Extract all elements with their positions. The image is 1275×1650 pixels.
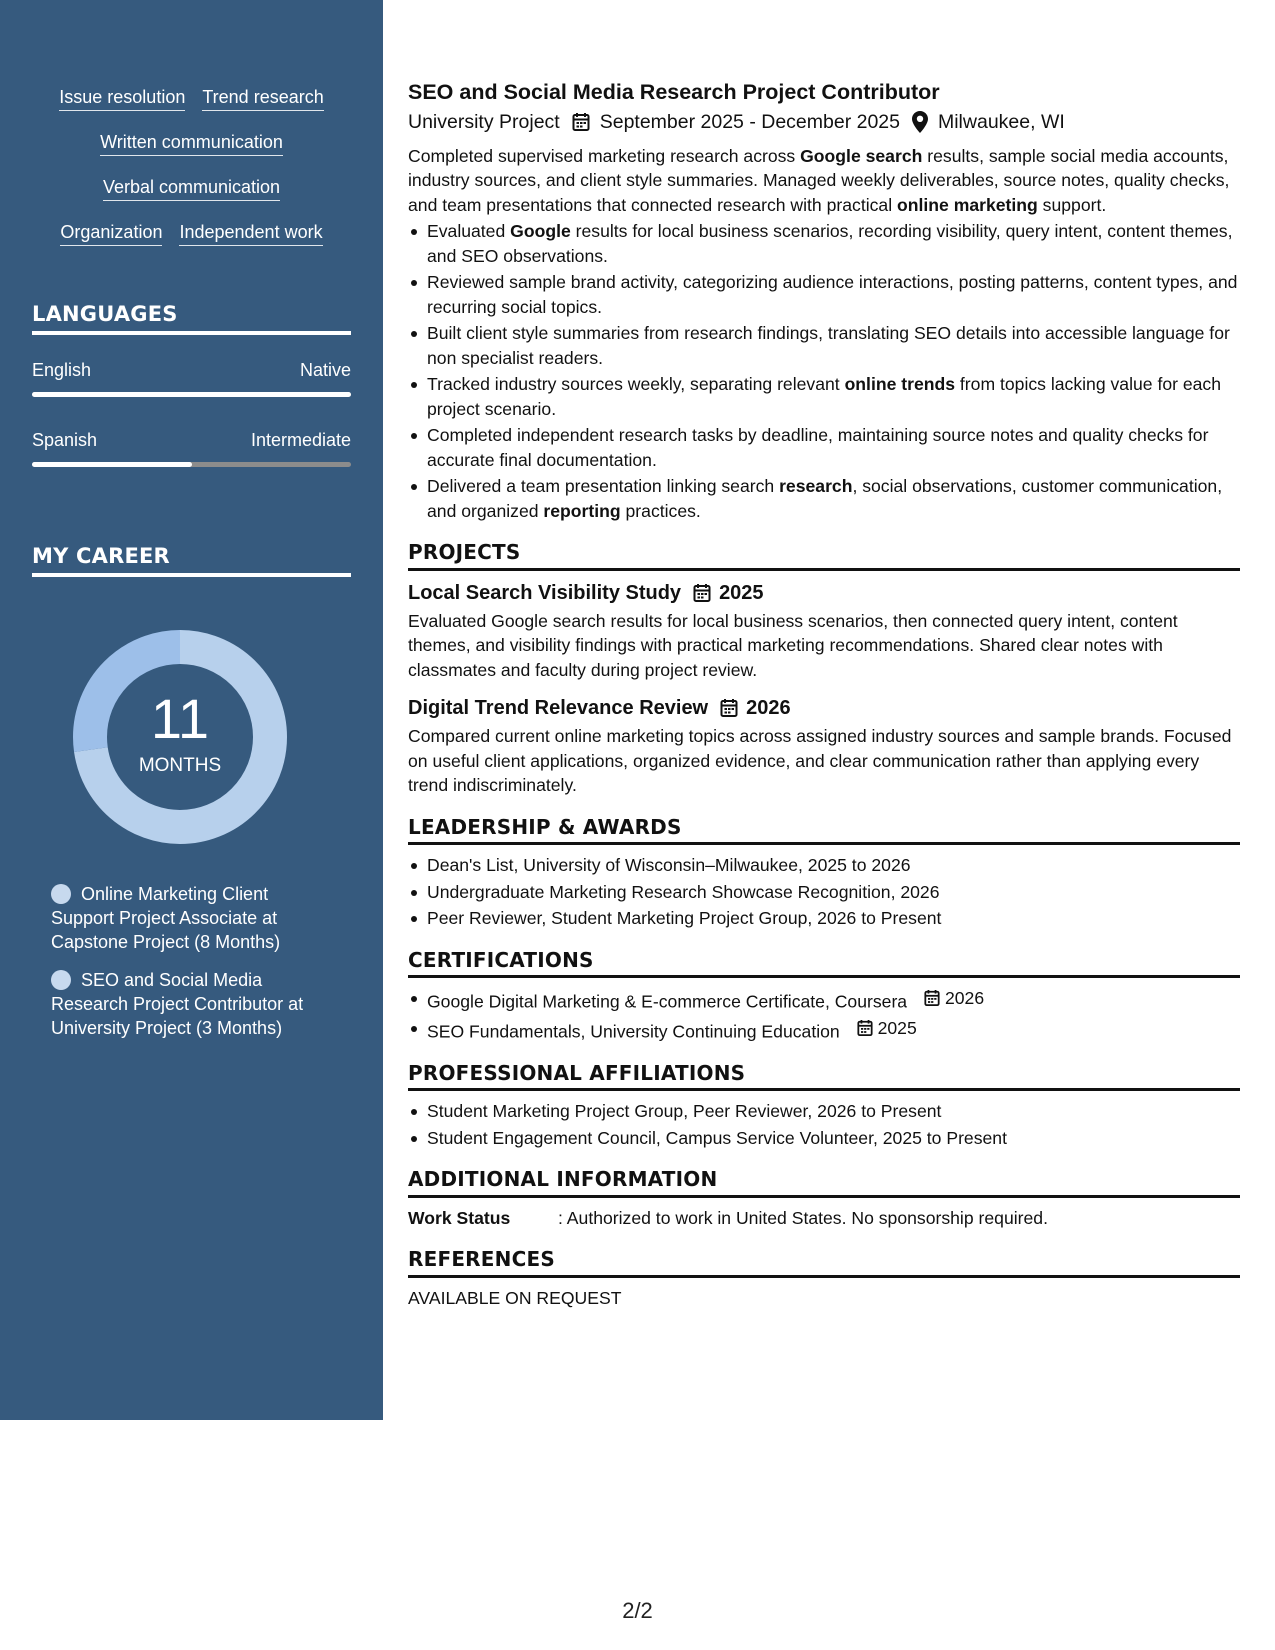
work-status-value: : Authorized to work in United States. No sponsorship required. (558, 1207, 1048, 1228)
job-meta (408, 110, 1240, 135)
job-bullet: Evaluated Google results for local business scenarios, recording visibility, query intent, content themes, and SEO observations. (408, 219, 1240, 268)
calendar-icon (720, 698, 738, 718)
skill-tag: Written communication (100, 131, 283, 156)
language-bar-fill (32, 392, 351, 397)
job-bullet: Tracked industry sources weekly, separating relevant online trends from topics lacking value for each project scenario. (408, 372, 1240, 421)
job-summary: Completed supervised marketing research across Google search results, sample social media accounts, industry sources, and client style summaries. Managed weekly deliverables, source notes, quality checks, and team presentations that connected research with practical online marketing support. (408, 145, 1230, 215)
references-heading: REFERENCES (408, 1247, 1240, 1278)
certification-item (408, 986, 1240, 1014)
career-list (51, 882, 331, 1054)
skill-row (32, 221, 351, 246)
career-item (51, 968, 331, 1040)
career-dot-icon (51, 884, 71, 904)
skill-tag: Trend research (202, 86, 323, 111)
certifications-list (408, 986, 1240, 1044)
skill-tag: Issue resolution (59, 86, 185, 111)
skill-row (32, 131, 351, 156)
work-status-label: Work Status (408, 1207, 511, 1228)
project-description: Evaluated Google search results for local business scenarios, then connected query intent, content themes, and visibility findings with practical marketing recommendations. Shared clear notes with classmates and faculty during project review. (408, 610, 1178, 680)
page-number: 2/2 (622, 1598, 653, 1623)
certification-name: SEO Fundamentals, University Continuing Education (427, 1021, 840, 1041)
skills-list (32, 86, 351, 266)
certification-date (857, 1016, 917, 1041)
language-spanish (32, 430, 351, 467)
affiliations-list (408, 1099, 1240, 1150)
calendar-icon (857, 1019, 873, 1037)
career-heading: MY CAREER (32, 544, 351, 577)
job-dates: September 2025 - December 2025 (599, 111, 900, 133)
career-total-unit: MONTHS (138, 755, 222, 776)
projects-heading: PROJECTS (408, 540, 1240, 571)
career-item (51, 882, 331, 954)
career-item-text: Online Marketing Client Support Project Associate at Capstone Project (8 Months) (51, 884, 281, 952)
affiliation-item: Student Marketing Project Group, Peer Reviewer, 2026 to Present (408, 1099, 1240, 1124)
job-bullets (408, 219, 1240, 523)
work-status-row (408, 1206, 1240, 1231)
project-title: Local Search Visibility Study (408, 581, 682, 604)
location-pin-icon (912, 111, 928, 133)
career-item-text: SEO and Social Media Research Project Contributor at University Project (3 Months) (51, 970, 304, 1038)
leadership-item: Peer Reviewer, Student Marketing Project Group, 2026 to Present (408, 906, 1240, 931)
language-level: Native (299, 360, 351, 380)
calendar-icon (693, 583, 711, 603)
project-year: 2026 (746, 697, 791, 719)
career-dot-icon (51, 970, 71, 990)
certification-year: 2026 (944, 988, 985, 1008)
sidebar (0, 0, 383, 1420)
job-title: SEO and Social Media Research Project Contributor (408, 80, 940, 104)
certifications-heading: CERTIFICATIONS (408, 948, 1240, 979)
project-title: Digital Trend Relevance Review (408, 697, 709, 719)
skill-tag: Organization (60, 221, 162, 246)
leadership-item: Dean's List, University of Wisconsin–Milwaukee, 2025 to 2026 (408, 853, 1240, 878)
certification-date (924, 986, 984, 1011)
languages-heading: LANGUAGES (32, 302, 351, 335)
leadership-heading: LEADERSHIP & AWARDS (408, 815, 1240, 846)
job-org: University Project (408, 111, 560, 133)
skill-tag: Verbal communication (103, 176, 280, 201)
skill-tag: Independent work (179, 221, 322, 246)
language-bar (32, 462, 351, 467)
skill-row (32, 176, 351, 201)
calendar-icon (924, 989, 940, 1007)
affiliations-heading: PROFESSIONAL AFFILIATIONS (408, 1061, 1240, 1092)
leadership-item: Undergraduate Marketing Research Showcase Recognition, 2026 (408, 880, 1240, 905)
additional-info-heading: ADDITIONAL INFORMATION (408, 1167, 1240, 1198)
job-bullet: Reviewed sample brand activity, categorizing audience interactions, posting patterns, content types, and recurring social topics. (408, 270, 1240, 319)
skill-row (32, 86, 351, 111)
job-bullet: Completed independent research tasks by deadline, maintaining source notes and quality checks for accurate final documentation. (408, 423, 1240, 472)
project-year: 2025 (719, 581, 764, 604)
language-name: Spanish (32, 430, 98, 450)
career-donut-chart (64, 621, 296, 853)
certification-name: Google Digital Marketing & E-commerce Certificate, Coursera (427, 991, 908, 1012)
leadership-list (408, 853, 1240, 931)
references-text: AVAILABLE ON REQUEST (408, 1287, 622, 1308)
certification-item (408, 1016, 1240, 1044)
project-description: Compared current online marketing topics across assigned industry sources and sample brands. Focused on useful client applications, organized evidence, and clear communication rather than applying every trend indiscriminately. (408, 726, 1232, 795)
career-total-number: 11 (150, 687, 210, 750)
project-item (408, 579, 1240, 683)
main-content (408, 78, 1240, 1310)
job-location: Milwaukee, WI (937, 111, 1065, 133)
project-item (408, 694, 1240, 798)
certification-year: 2025 (877, 1017, 917, 1038)
calendar-icon (572, 112, 590, 132)
language-name: English (32, 360, 92, 380)
language-english (32, 360, 351, 397)
language-level: Intermediate (250, 430, 351, 450)
language-bar (32, 392, 351, 397)
language-bar-fill (32, 462, 192, 467)
job-bullet: Delivered a team presentation linking search research, social observations, customer communication, and organized reporting practices. (408, 474, 1240, 523)
job-bullet: Built client style summaries from research findings, translating SEO details into accessible language for non specialist readers. (408, 321, 1240, 370)
affiliation-item: Student Engagement Council, Campus Service Volunteer, 2025 to Present (408, 1126, 1240, 1151)
